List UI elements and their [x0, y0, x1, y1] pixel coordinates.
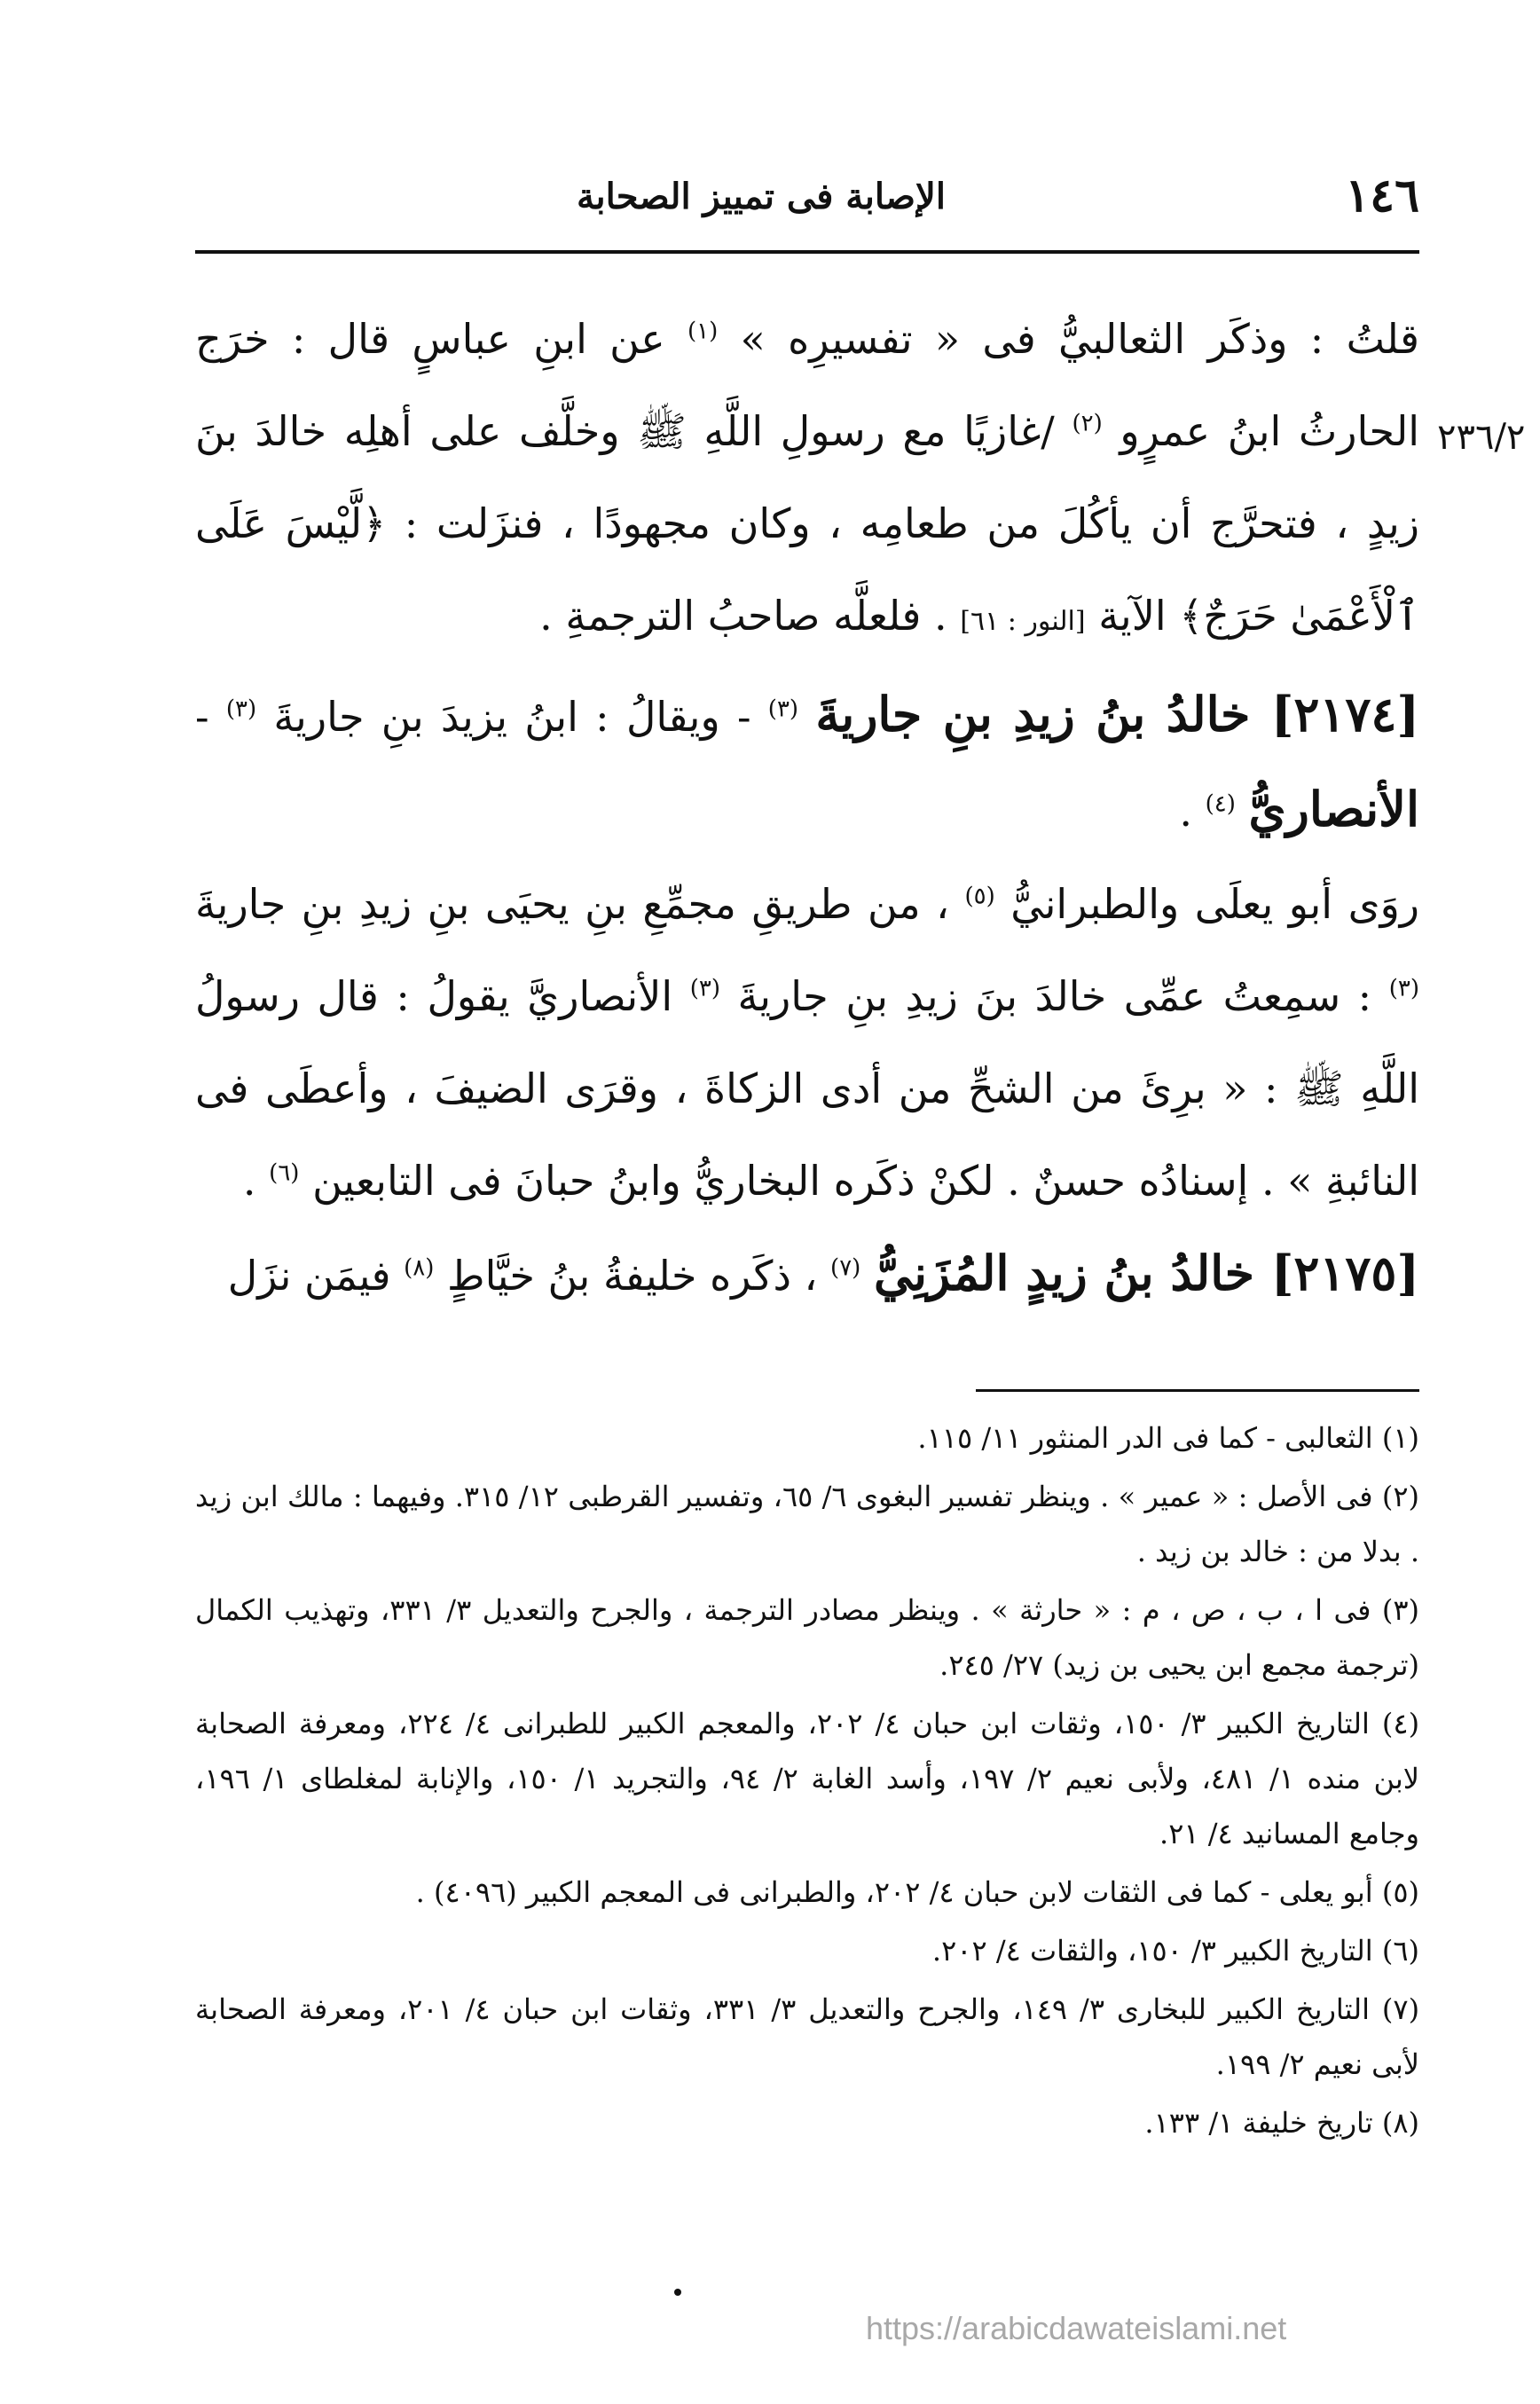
footnote-7: (٧) التاريخ الكبير للبخارى ٣/ ١٤٩، والجرح والتعديل ٣/ ٣٣١، وثقات ابن حبان ٤/ ٢٠١، ومعرفة الصحابة لأبى نعيم ٢/ ١٩٩. — [195, 1992, 1420, 2081]
text-run: . فلعلَّه صاحبُ الترجمةِ . — [539, 592, 947, 640]
footnote-marker[interactable]: (٣) — [689, 975, 721, 1002]
text-run: الأنصاريَّ يقولُ : قال رسولُ اللَّهِ ﷺ : « برِئَ من الشحِّ من أدى الزكاةَ ، وقرَى الضيفَ ، وأعطَى فى النائبةِ » . إسنادُه حسنٌ . لكنْ ذكَره البخاريُّ وابنُ حبانَ فى التابعين — [195, 972, 1419, 1205]
footnote-marker[interactable]: (٨) — [404, 1254, 435, 1282]
footnote-6: (٦) التاريخ الكبير ٣/ ١٥٠، والثقات ٤/ ٢٠٢. — [931, 1934, 1419, 1968]
footnote-marker[interactable]: (٣) — [1388, 975, 1419, 1002]
text-run: . — [242, 1157, 256, 1205]
footnote-rule — [976, 1389, 1419, 1392]
entry-heading-cont: الأنصاريُّ — [1248, 781, 1419, 837]
header-rule — [195, 250, 1419, 254]
text-run: قلتُ : وذكَر الثعالبيُّ فى « تفسيرِه » — [740, 315, 1420, 363]
text-run: روَى أبو يعلَى والطبرانيُّ — [1010, 880, 1420, 928]
entry-heading: [٢١٧٥] خالدُ بنُ زيدٍ المُزَنِيُّ — [873, 1245, 1419, 1301]
footnote-marker[interactable]: (٣) — [225, 695, 257, 723]
text-run: : سمِعتُ عمِّى خالدَ بنَ زيدِ بنِ جاريةَ — [737, 972, 1372, 1020]
margin-reference: ٢٣٦/٢ — [1437, 417, 1526, 458]
text-run: - — [195, 693, 209, 741]
footnote-4: (٤) التاريخ الكبير ٣/ ١٥٠، وثقات ابن حبان ٤/ ٢٠٢، والمعجم الكبير للطبرانى ٤/ ٢٢٤، ومعرفة الصحابة لابن منده ١/ ٤٨١، ولأبى نعيم ٢/ ١٩٧، وأسد الغابة ٢/ ٩٤، والتجريد ١/ ١٥٠، والإنابة لمغلطاى ١/ ١٩٦، وجامع المسانيد ٤/ ٢١. — [195, 1707, 1420, 1850]
footnote-marker[interactable]: (٢) — [1072, 410, 1103, 437]
entry-heading: [٢١٧٤] خالدُ بنُ زيدِ بنِ جاريةَ — [815, 686, 1419, 742]
text-run: ، من طريقِ مجمِّعِ بنِ يحيَى بنِ زيدِ بنِ جاريةَ — [195, 880, 949, 928]
text-run: فيمَن نزَل — [227, 1252, 391, 1300]
footnote-2: (٢) فى الأصل : « عمير » . وينظر تفسير البغوى ٦/ ٦٥، وتفسير القرطبى ١٢/ ٣١٥. وفيهما : مالك ابن زيد . بدلا من : خالد بن زيد . — [195, 1480, 1420, 1568]
paragraph-commentary — [195, 293, 1419, 668]
text-run: - ويقالُ : ابنُ يزيدَ بنِ جاريةَ — [273, 693, 751, 741]
footnote-marker[interactable]: (٤) — [1205, 790, 1236, 818]
main-text — [195, 293, 1419, 1322]
footnote-3: (٣) فى ا ، ب ، ص ، م : « حارثة » . وينظر مصادر الترجمة ، والجرح والتعديل ٣/ ٣٣١، وتهذيب الكمال (ترجمة مجمع ابن يحيى بن زيد) ٢٧/ ٢٤٥. — [195, 1593, 1420, 1682]
footnote-marker[interactable]: (٦) — [269, 1159, 300, 1187]
footnote-5: (٥) أبو يعلى - كما فى الثقات لابن حبان ٤/ ٢٠٢، والطبرانى فى المعجم الكبير (٤٠٩٦) . — [415, 1875, 1419, 1909]
footnote-8: (٨) تاريخ خليفة ١/ ١٣٣. — [1144, 2106, 1419, 2140]
entry-2174 — [195, 668, 1419, 858]
footnote-marker[interactable]: (١) — [688, 318, 719, 345]
text-run: . — [1179, 788, 1192, 836]
end-ornament — [674, 2289, 681, 2296]
text-run: عن ابنِ عباسٍ قال : خرَج الحارثُ ابنُ عمرٍو — [195, 315, 1419, 455]
footnote-marker[interactable]: (٧) — [830, 1254, 861, 1282]
running-title: الإصابة فى تمييز الصحابة — [577, 176, 946, 217]
footnote-marker[interactable]: (٥) — [964, 883, 995, 910]
page-number: ١٤٦ — [1345, 169, 1419, 223]
quran-reference: [النور : ٦١] — [960, 606, 1086, 637]
footnote-1: (١) الثعالبى - كما فى الدر المنثور ١١/ ١١٥. — [917, 1421, 1419, 1455]
text-run: ، ذكَره خليفةُ بنُ خيَّاطٍ — [447, 1252, 818, 1300]
page-header — [195, 169, 1419, 240]
footnotes — [195, 1410, 1419, 2154]
watermark-url: https://arabicdawateislami.net — [866, 2310, 1287, 2346]
text-run: /غازيًا مع رسولِ اللَّهِ ﷺ وخلَّف على أهلِه خالدَ بنَ زيدٍ ، فتحرَّج أن يأكُلَ من طعامِه ، وكان مجهودًا ، فنزَلت : ﴿لَّيْسَ عَلَى ٱلْأَعْمَىٰ حَرَجٌ﴾ الآية — [195, 407, 1419, 640]
entry-2175 — [195, 1227, 1419, 1322]
paragraph-hadith — [195, 858, 1419, 1227]
footnote-marker[interactable]: (٣) — [767, 695, 799, 723]
